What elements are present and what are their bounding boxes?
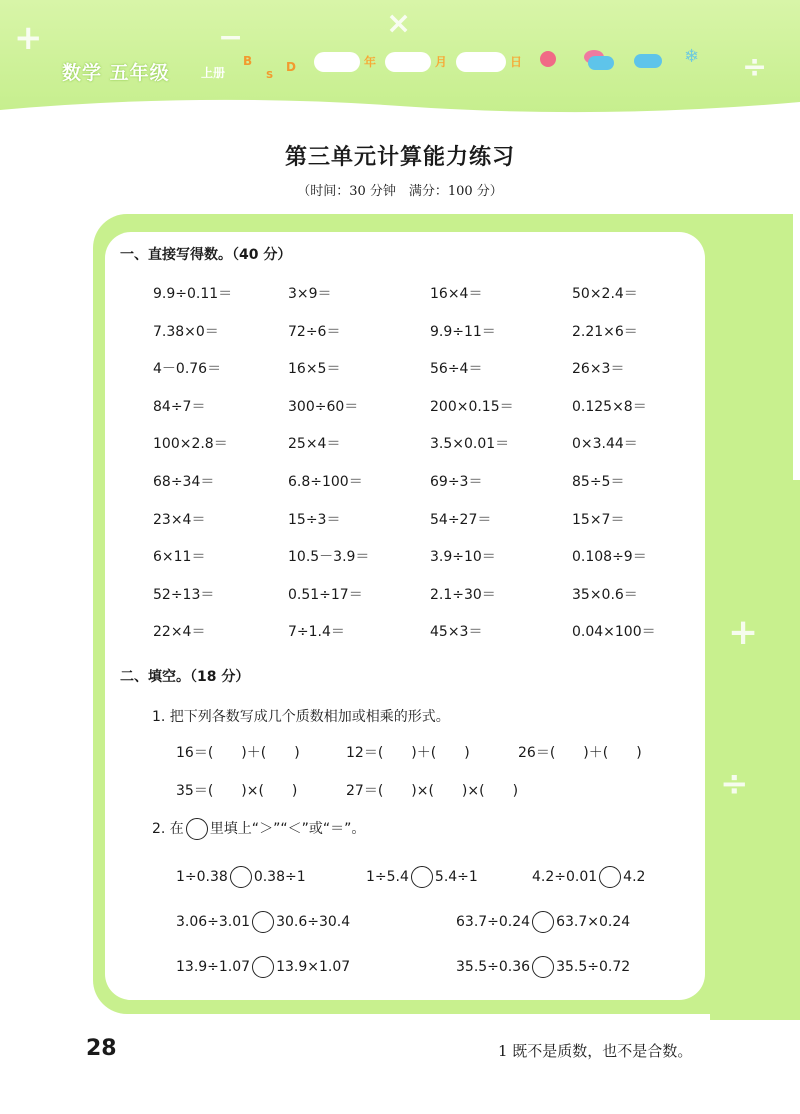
comparison-right: 30.6÷30.4 xyxy=(276,914,351,930)
page-title: 第三单元计算能力练习 xyxy=(284,145,515,170)
day-field[interactable] xyxy=(456,52,506,72)
answer-circle[interactable] xyxy=(252,956,274,978)
comparison-right: 35.5÷0.72 xyxy=(556,959,631,975)
calc-item[interactable]: 0.04×100＝ xyxy=(572,624,656,640)
calc-item[interactable]: 3×9＝ xyxy=(288,286,332,302)
footnote: 1 既不是质数，也不是合数。 xyxy=(498,1042,693,1060)
calc-item[interactable]: 300÷60＝ xyxy=(288,399,359,415)
logo-letter-b: B xyxy=(243,54,253,68)
q2-prompt-end: 里填上“＞”“＜”或“＝”。 xyxy=(209,821,366,837)
month-field[interactable] xyxy=(385,52,431,72)
calc-item[interactable]: 200×0.15＝ xyxy=(430,399,514,415)
calc-item[interactable]: 9.9÷0.11＝ xyxy=(153,286,233,302)
sun-icon[interactable] xyxy=(540,51,556,67)
year-field[interactable] xyxy=(314,52,360,72)
q1-prompt: 1. 把下列各数写成几个质数相加或相乘的形式。 xyxy=(152,709,450,725)
calc-item[interactable]: 100×2.8＝ xyxy=(153,436,228,452)
answer-circle[interactable] xyxy=(252,911,274,933)
q1-item[interactable]: 26＝( )＋( ) xyxy=(518,745,642,761)
comparison-left: 13.9÷1.07 xyxy=(176,959,251,975)
calc-item[interactable]: 35×0.6＝ xyxy=(572,587,638,603)
calc-item[interactable]: 6×11＝ xyxy=(153,549,206,565)
comparison-left: 1÷0.38 xyxy=(176,869,228,885)
calc-item[interactable]: 23×4＝ xyxy=(153,512,206,528)
comparison-right: 13.9×1.07 xyxy=(276,959,351,975)
calc-item[interactable]: 50×2.4＝ xyxy=(572,286,638,302)
calc-item[interactable]: 68÷34＝ xyxy=(153,474,215,490)
calc-item[interactable]: 85÷5＝ xyxy=(572,474,625,490)
calc-item[interactable]: 15÷3＝ xyxy=(288,512,341,528)
calc-item[interactable]: 2.21×6＝ xyxy=(572,324,638,340)
year-label: 年 xyxy=(364,55,377,69)
answer-circle[interactable] xyxy=(599,866,621,888)
comparison-item xyxy=(176,956,350,978)
calc-item[interactable]: 15×7＝ xyxy=(572,512,625,528)
calc-item[interactable]: 0.51÷17＝ xyxy=(288,587,363,603)
calc-item[interactable]: 3.5×0.01＝ xyxy=(430,436,510,452)
calc-item[interactable]: 26×3＝ xyxy=(572,361,625,377)
comparison-item xyxy=(176,911,350,933)
q1-item[interactable]: 16＝( )＋( ) xyxy=(176,745,300,761)
calc-item[interactable]: 3.9÷10＝ xyxy=(430,549,496,565)
answer-circle[interactable] xyxy=(230,866,252,888)
month-label: 月 xyxy=(435,55,448,69)
comparison-right: 0.38÷1 xyxy=(253,869,306,885)
q1-item[interactable]: 35＝( )×( ) xyxy=(176,783,298,799)
comparison-item xyxy=(456,911,630,933)
q1-item[interactable]: 12＝( )＋( ) xyxy=(346,745,470,761)
calc-item[interactable]: 54÷27＝ xyxy=(430,512,492,528)
q2-prompt-start: 2. 在 xyxy=(152,821,184,837)
logo-letter-s: S xyxy=(266,70,274,81)
calc-item[interactable]: 25×4＝ xyxy=(288,436,341,452)
calc-item[interactable]: 0.108÷9＝ xyxy=(572,549,647,565)
times-decoration-icon: × xyxy=(386,6,412,41)
q2-prompt xyxy=(152,818,365,840)
section2-heading: 二、填空。（18 分） xyxy=(120,669,250,685)
day-label: 日 xyxy=(510,55,523,69)
comparison-item xyxy=(366,866,478,888)
comparison-left: 1÷5.4 xyxy=(366,869,409,885)
comparison-left: 4.2÷0.01 xyxy=(532,869,598,885)
page-number: 28 xyxy=(86,1036,117,1061)
subject-label: 数学 五年级 xyxy=(62,62,170,84)
comparison-left: 3.06÷3.01 xyxy=(176,914,251,930)
comparison-right: 4.2 xyxy=(623,869,646,885)
comparison-item xyxy=(176,866,306,888)
answer-circle[interactable] xyxy=(532,956,554,978)
calc-item[interactable]: 45×3＝ xyxy=(430,624,483,640)
page-subtitle: （时间：30 分钟 满分：100 分） xyxy=(297,184,503,199)
answer-circle[interactable] xyxy=(411,866,433,888)
calc-item[interactable]: 10.5－3.9＝ xyxy=(288,549,370,565)
answer-circle-icon xyxy=(186,818,208,840)
divide-decoration-icon: ÷ xyxy=(742,50,768,85)
rain-icon[interactable] xyxy=(634,54,662,68)
calc-item[interactable]: 7.38×0＝ xyxy=(153,324,219,340)
calc-item[interactable]: 0×3.44＝ xyxy=(572,436,638,452)
comparison-item xyxy=(532,866,645,888)
calc-item[interactable]: 7÷1.4＝ xyxy=(288,624,345,640)
calc-item[interactable]: 84÷7＝ xyxy=(153,399,206,415)
calc-item[interactable]: 6.8÷100＝ xyxy=(288,474,363,490)
header-wave xyxy=(0,92,800,132)
calc-item[interactable]: 16×5＝ xyxy=(288,361,341,377)
plus-decoration-icon: + xyxy=(14,18,43,58)
comparison-item xyxy=(456,956,630,978)
comparison-right: 63.7×0.24 xyxy=(556,914,631,930)
calc-item[interactable]: 69÷3＝ xyxy=(430,474,483,490)
calc-item[interactable]: 52÷13＝ xyxy=(153,587,215,603)
calc-item[interactable]: 0.125×8＝ xyxy=(572,399,647,415)
snow-icon[interactable]: ❄ xyxy=(684,46,700,67)
calc-item[interactable]: 16×4＝ xyxy=(430,286,483,302)
calc-item[interactable]: 2.1÷30＝ xyxy=(430,587,496,603)
comparison-right: 5.4÷1 xyxy=(434,869,478,885)
plus-decoration-icon: + xyxy=(728,612,759,653)
calc-item[interactable]: 72÷6＝ xyxy=(288,324,341,340)
q1-item[interactable]: 27＝( )×( )×( ) xyxy=(346,783,519,799)
calc-item[interactable]: 22×4＝ xyxy=(153,624,206,640)
calc-item[interactable]: 56÷4＝ xyxy=(430,361,483,377)
semester-label: 上册 xyxy=(201,66,226,80)
panel-side-strip xyxy=(710,480,800,1020)
answer-circle[interactable] xyxy=(532,911,554,933)
calc-item[interactable]: 9.9÷11＝ xyxy=(430,324,496,340)
divide-decoration-icon: ÷ xyxy=(720,764,749,804)
comparison-left: 35.5÷0.36 xyxy=(456,959,531,975)
minus-decoration-icon: − xyxy=(218,20,244,55)
cloud-icon[interactable] xyxy=(588,56,614,70)
logo-letter-d: D xyxy=(286,60,296,74)
section1-heading: 一、直接写得数。（40 分） xyxy=(120,247,292,263)
calc-item[interactable]: 4－0.76＝ xyxy=(153,361,222,377)
comparison-left: 63.7÷0.24 xyxy=(456,914,531,930)
